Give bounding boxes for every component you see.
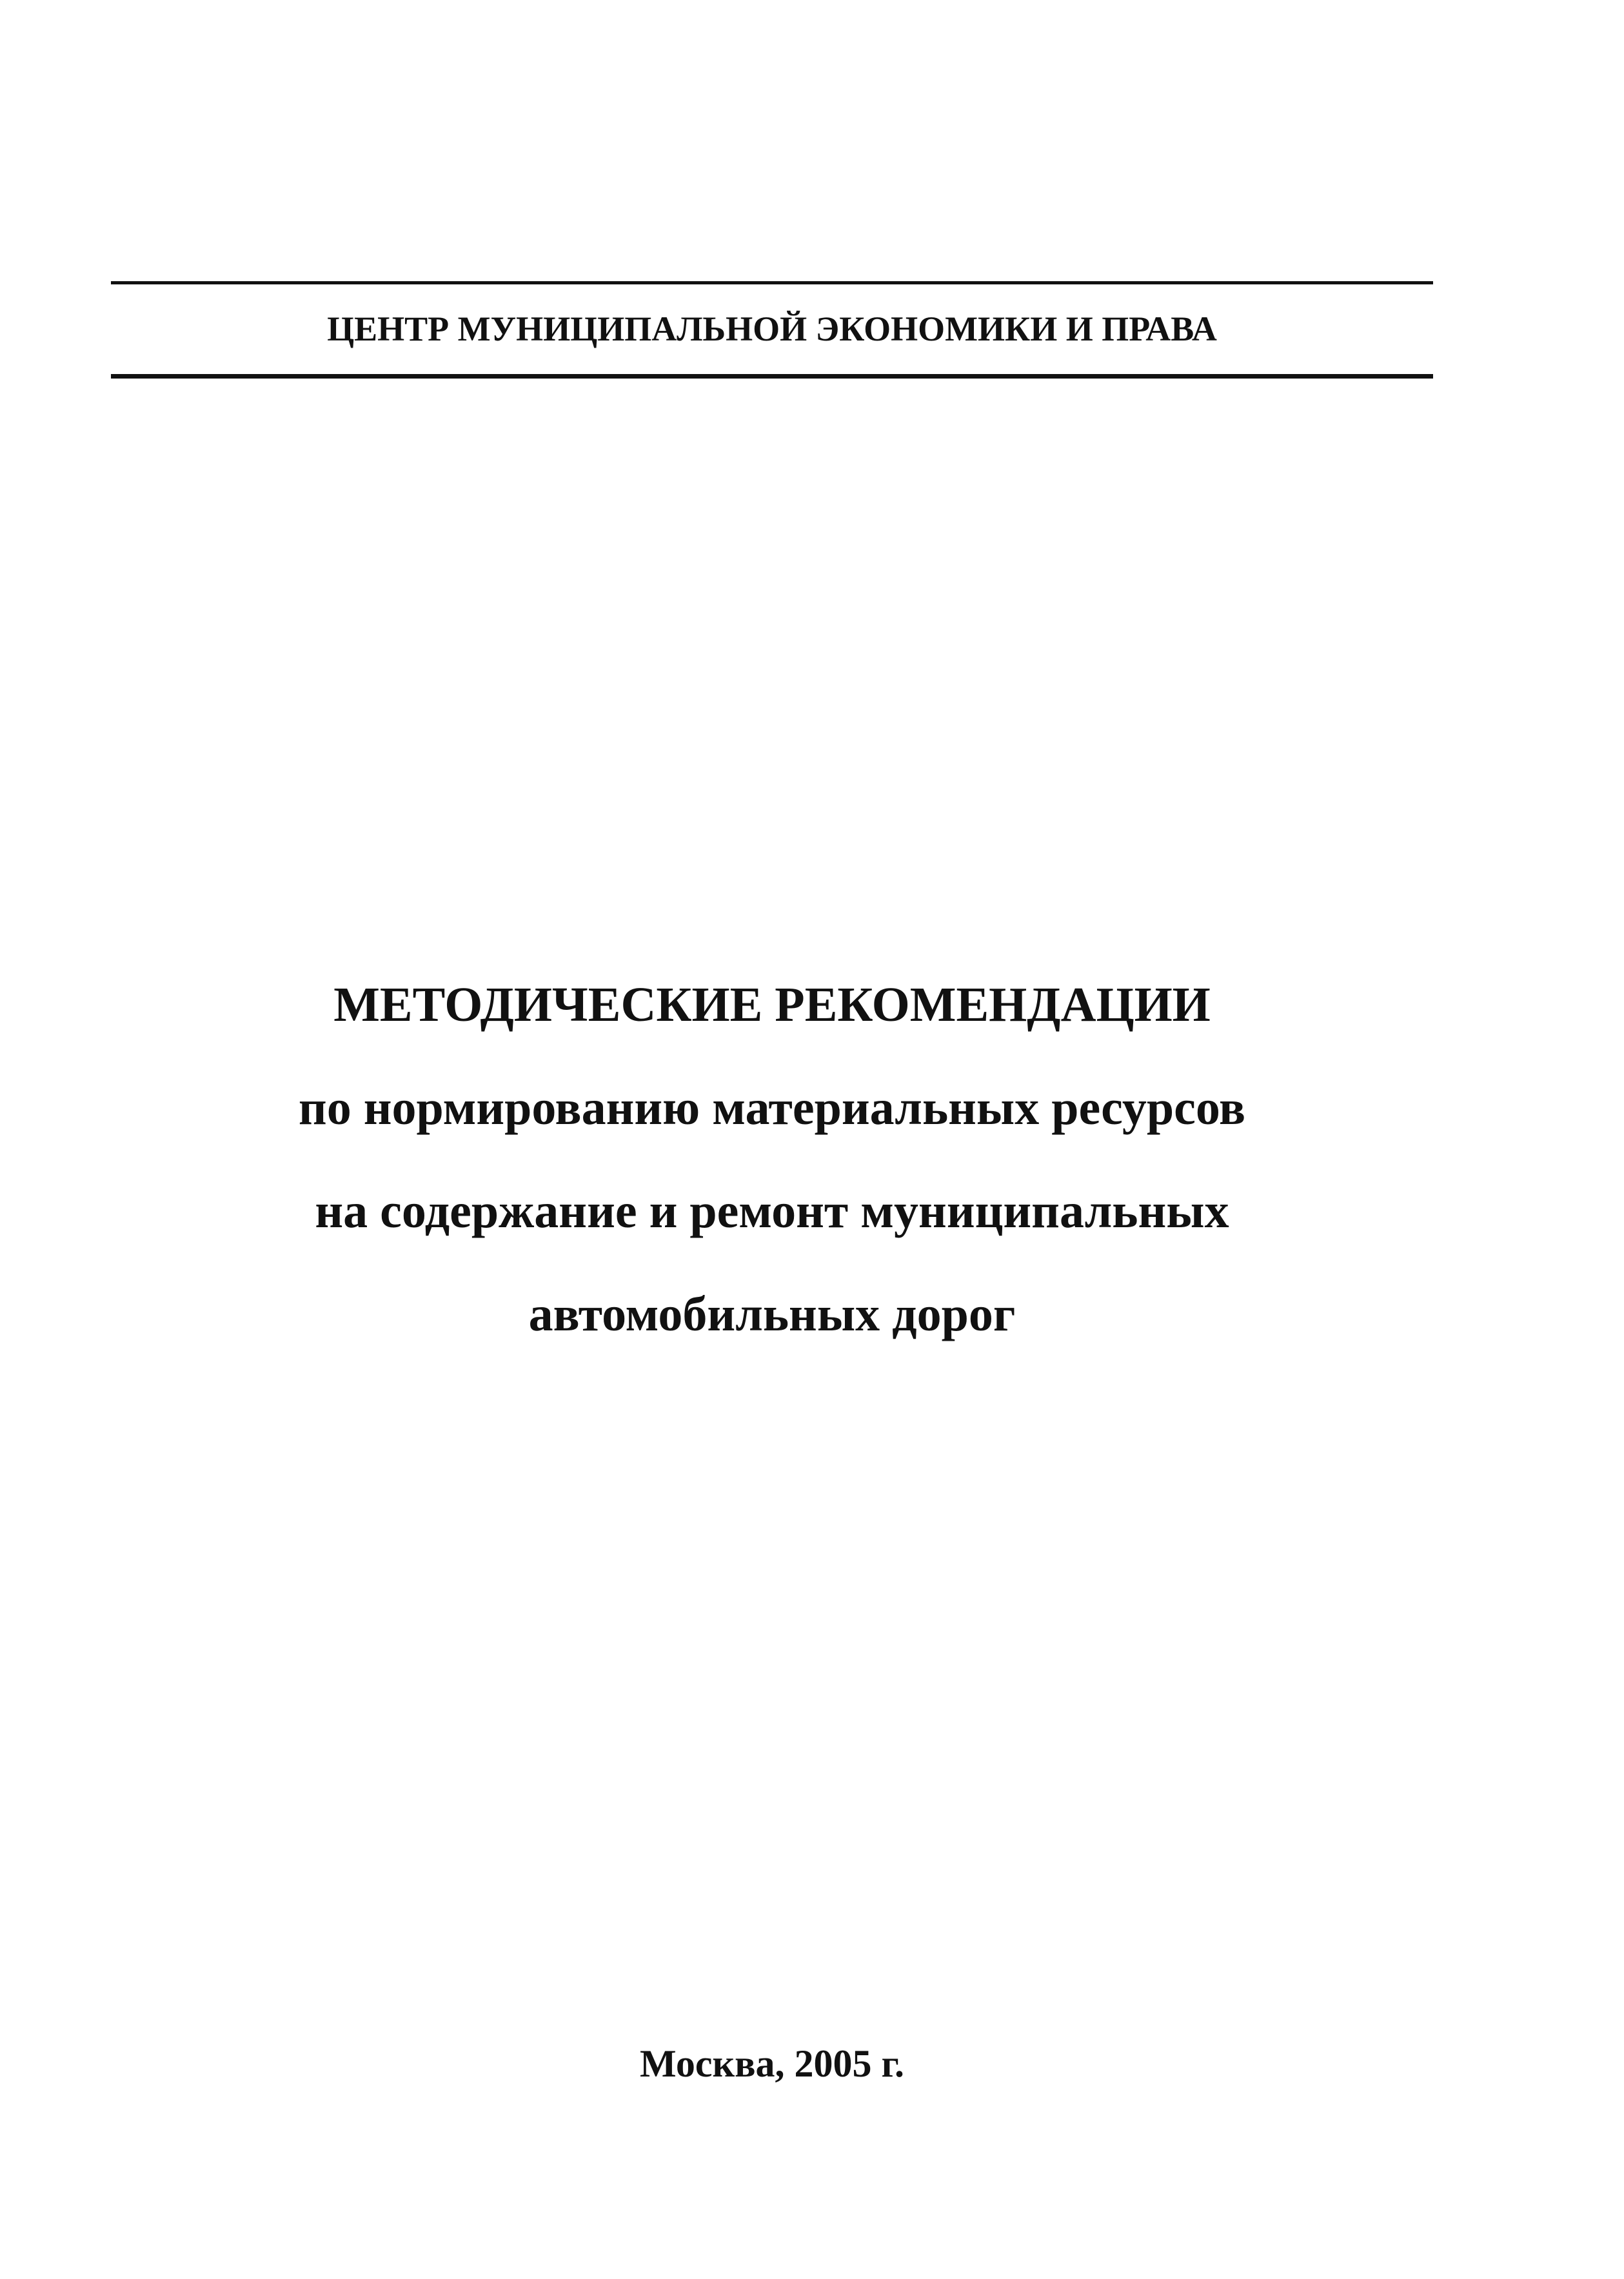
place-and-year: Москва, 2005 г. <box>640 2042 904 2085</box>
organization-name: ЦЕНТР МУНИЦИПАЛЬНОЙ ЭКОНОМИКИ И ПРАВА <box>327 310 1217 348</box>
title-line-3: на содержание и ремонт муниципальных <box>315 1184 1229 1238</box>
title-line-2: по нормированию материальных ресурсов <box>298 1081 1246 1135</box>
header-bottom-rule <box>111 374 1433 379</box>
title-line-4: автомобильных дорог <box>528 1287 1016 1341</box>
header-top-rule <box>111 281 1433 284</box>
document-title <box>111 953 1433 1366</box>
title-line-1: МЕТОДИЧЕСКИЕ РЕКОМЕНДАЦИИ <box>333 978 1211 1032</box>
